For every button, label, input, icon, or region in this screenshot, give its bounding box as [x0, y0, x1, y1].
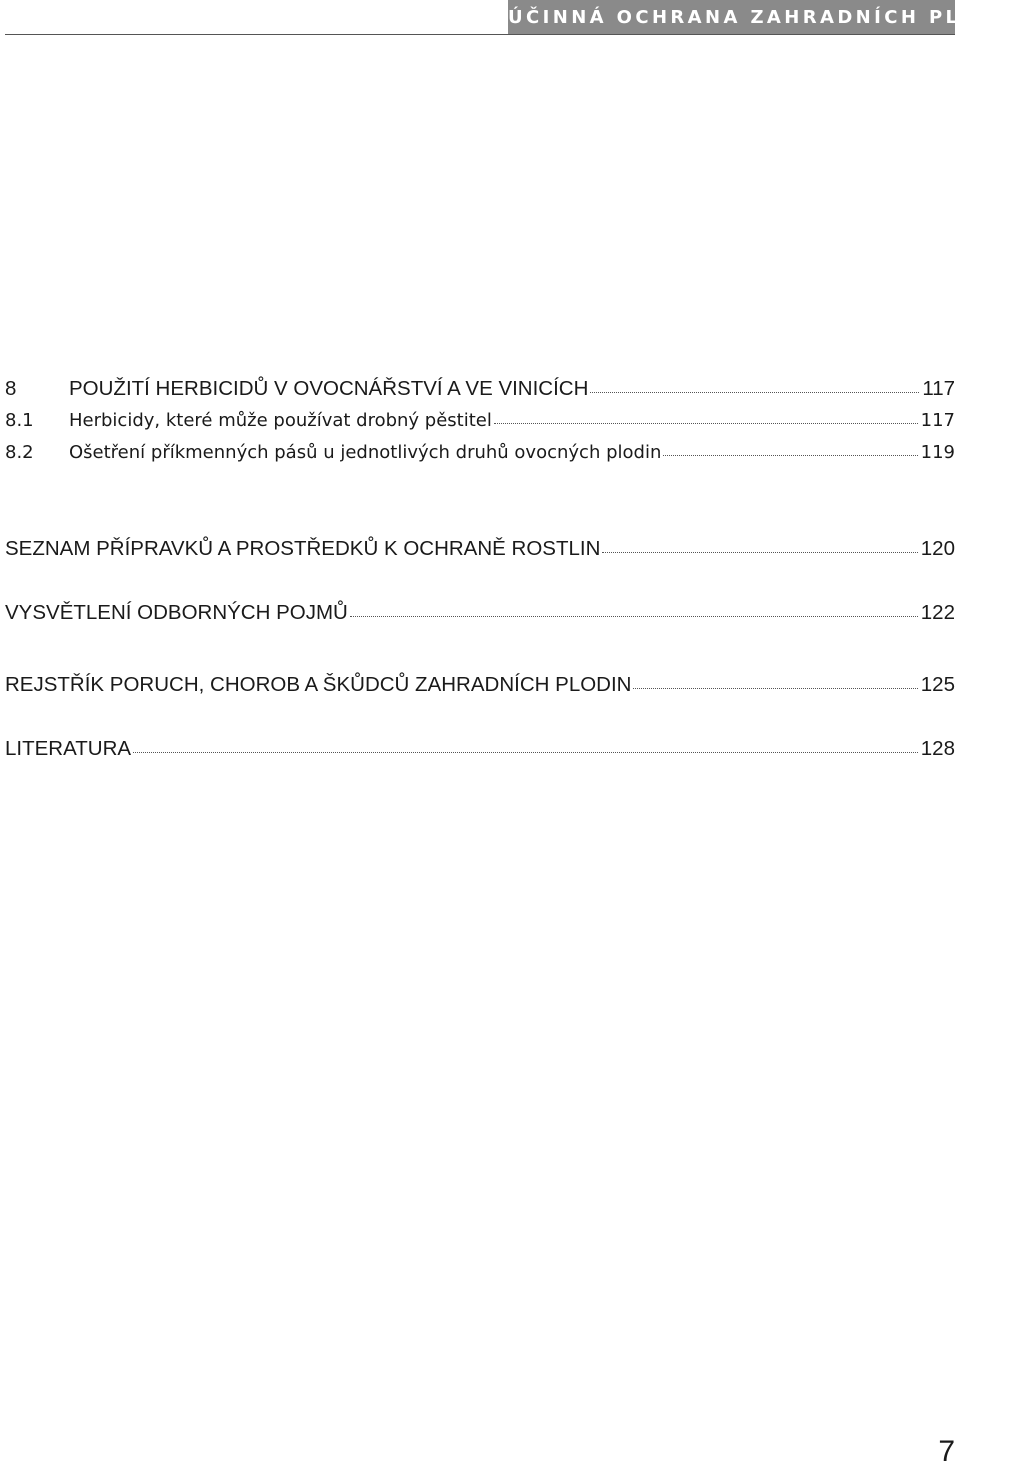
toc-dot-leader	[633, 688, 917, 689]
toc-dot-leader	[602, 552, 917, 553]
toc-entry-section-8-2[interactable]	[5, 442, 955, 463]
toc-entry-title: REJSTŘÍK PORUCH, CHOROB A ŠKŮDCŮ ZAHRADNÍCH PLODIN	[5, 673, 632, 696]
toc-entry-section-8-1[interactable]	[5, 410, 955, 431]
header-rule	[5, 34, 955, 35]
toc-entry-page: 128	[920, 737, 955, 760]
toc-dot-leader	[133, 752, 918, 753]
running-header	[508, 0, 1025, 34]
toc-entry-page: 120	[920, 537, 955, 560]
toc-dot-leader	[663, 455, 917, 456]
toc-dot-leader	[350, 616, 918, 617]
toc-entry-page: 122	[920, 601, 955, 624]
toc-entry-number: 8.2	[5, 442, 34, 463]
toc-entry-number: 8	[5, 377, 17, 400]
toc-entry-glossary[interactable]	[5, 601, 955, 625]
toc-entry-page: 117	[920, 410, 955, 431]
toc-entry-page: 125	[920, 673, 955, 696]
running-header-title: ÚČINNÁ OCHRANA ZAHRADNÍCH PLODIN	[508, 7, 1025, 28]
toc-entry-title: POUŽITÍ HERBICIDŮ V OVOCNÁŘSTVÍ A VE VINICÍCH	[69, 377, 589, 400]
toc-entry-literature[interactable]	[5, 737, 955, 761]
page-number: 7	[938, 1435, 955, 1468]
toc-entry-product-list[interactable]	[5, 537, 955, 561]
toc-entry-page: 119	[920, 442, 955, 463]
toc-entry-title: Ošetření příkmenných pásů u jednotlivých druhů ovocných plodin	[69, 442, 662, 463]
toc-entry-title: SEZNAM PŘÍPRAVKŮ A PROSTŘEDKŮ K OCHRANĚ ROSTLIN	[5, 537, 601, 560]
toc-entry-chapter-8[interactable]	[5, 377, 955, 401]
toc-entry-title: LITERATURA	[5, 737, 132, 760]
toc-dot-leader	[590, 392, 919, 393]
toc-entry-title: Herbicidy, které může používat drobný pěstitel	[69, 410, 492, 431]
toc-entry-title: VYSVĚTLENÍ ODBORNÝCH POJMŮ	[5, 601, 348, 624]
toc-dot-leader	[494, 423, 918, 424]
toc-entry-number: 8.1	[5, 410, 34, 431]
toc-entry-index[interactable]	[5, 673, 955, 697]
toc-entry-page: 117	[922, 377, 955, 400]
